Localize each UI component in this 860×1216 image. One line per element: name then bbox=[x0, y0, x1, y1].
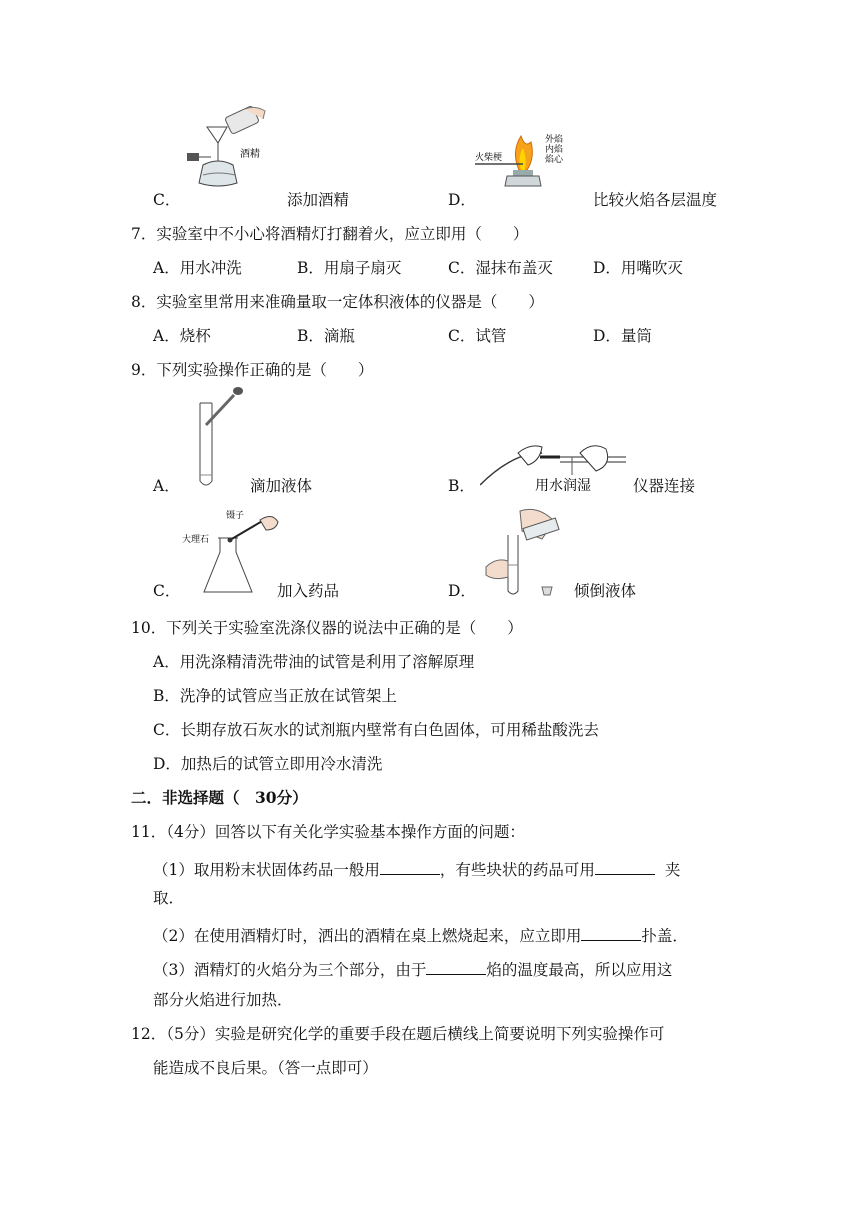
flame-label-inner: 内焰 bbox=[545, 144, 564, 154]
q9-option-b-letter: B． bbox=[448, 477, 475, 495]
q8-option-a: A．烧杯 bbox=[153, 327, 211, 345]
q11-blank-2 bbox=[595, 858, 655, 875]
section-2-title: 二．非选择题（ 30分） bbox=[131, 788, 308, 807]
q12-line2: 能造成不良后果。（答一点即可） bbox=[153, 1059, 378, 1077]
q8-option-c: C．试管 bbox=[448, 327, 507, 345]
q9-option-c-letter: C． bbox=[153, 582, 181, 600]
q9-option-b-text: 仪器连接 bbox=[633, 477, 696, 495]
q11-part1-text-b: ，有些块状的药品可用 bbox=[439, 861, 595, 879]
q6-option-c-text: 添加酒精 bbox=[287, 191, 350, 209]
q6-option-d-letter: D． bbox=[448, 191, 476, 209]
q8-option-b: B．滴瓶 bbox=[297, 327, 355, 345]
q11-part3-text-a: （3）酒精灯的火焰分为三个部分，由于 bbox=[153, 961, 427, 979]
q11-part3-line2: 部分火焰进行加热． bbox=[153, 991, 293, 1009]
q11-part1-text-a: （1）取用粉末状固体药品一般用 bbox=[153, 861, 380, 879]
q7-option-a: A．用水冲洗 bbox=[153, 259, 242, 277]
q9-option-c-text: 加入药品 bbox=[277, 582, 340, 600]
fig-tweezers-label: 镊子 bbox=[226, 510, 245, 520]
q9-stem: 9．下列实验操作正确的是（ ） bbox=[131, 361, 374, 379]
q11-blank-3 bbox=[581, 924, 641, 941]
q10-option-c: C．长期存放石灰水的试剂瓶内壁常有白色固体，可用稀盐酸洗去 bbox=[153, 721, 599, 739]
alcohol-lamp-filling-figure bbox=[185, 105, 280, 190]
q11-part1-line2: 取． bbox=[153, 889, 185, 907]
q11-part2-text-b: 扑盖． bbox=[641, 927, 688, 945]
fig-b-label: 用水润湿 bbox=[535, 477, 591, 493]
q11-part1-line1 bbox=[153, 858, 680, 880]
pour-liquid-figure bbox=[478, 505, 588, 600]
q6-option-c-letter: C． bbox=[153, 191, 181, 209]
q11-part3-line1 bbox=[153, 958, 672, 980]
instrument-connection-figure bbox=[480, 435, 630, 495]
q6-option-d-text: 比较火焰各层温度 bbox=[593, 191, 718, 209]
q11-part2-text-a: （2）在使用酒精灯时，洒出的酒精在桌上燃烧起来，应立即用 bbox=[153, 927, 582, 945]
q10-option-a: A．用洗涤精清洗带油的试管是利用了溶解原理 bbox=[153, 653, 475, 671]
flame-label-core: 焰心 bbox=[545, 154, 564, 164]
q10-stem: 10．下列关于实验室洗涤仪器的说法中正确的是（ ） bbox=[131, 619, 523, 637]
q12-line1: 12．（5分）实验是研究化学的重要手段在题后横线上简要说明下列实验操作可 bbox=[131, 1025, 665, 1043]
flame-label-outer: 外焰 bbox=[545, 134, 564, 144]
flame-label-match: 火柴梗 bbox=[475, 152, 503, 162]
q7-option-c: C．湿抹布盖灭 bbox=[448, 259, 553, 277]
fig-marble-label: 大理石 bbox=[182, 534, 210, 544]
q11-part1-text-c: 夹 bbox=[664, 861, 681, 879]
q11-part3-text-b: 焰的温度最高，所以应用这 bbox=[486, 961, 673, 979]
q10-option-b: B．洗净的试管应当正放在试管架上 bbox=[153, 687, 397, 705]
q7-stem: 7．实验室中不小心将酒精灯打翻着火，应立即用（ ） bbox=[131, 225, 529, 243]
q9-option-a-letter: A． bbox=[153, 477, 180, 495]
q9-option-a-text: 滴加液体 bbox=[250, 477, 313, 495]
fig-c-label: 酒精 bbox=[240, 149, 260, 160]
add-reagent-flask-figure bbox=[182, 508, 282, 598]
q8-stem: 8．实验室里常用来准确量取一定体积液体的仪器是（ ） bbox=[131, 293, 544, 311]
dropper-test-tube-figure bbox=[188, 385, 248, 495]
q10-option-d: D．加热后的试管立即用冷水清洗 bbox=[153, 755, 383, 773]
q9-option-d-letter: D． bbox=[448, 582, 476, 600]
q11-stem: 11．（4分）回答以下有关化学实验基本操作方面的问题： bbox=[131, 823, 525, 841]
q11-blank-1 bbox=[380, 858, 440, 875]
q11-blank-4 bbox=[426, 958, 486, 975]
q11-part2-line bbox=[153, 924, 688, 946]
q7-option-d: D．用嘴吹灭 bbox=[593, 259, 683, 277]
q9-option-d-text: 倾倒液体 bbox=[574, 582, 637, 600]
q7-option-b: B．用扇子扇灭 bbox=[297, 259, 402, 277]
flame-layers-figure bbox=[475, 130, 585, 190]
q8-option-d: D．量筒 bbox=[593, 327, 652, 345]
